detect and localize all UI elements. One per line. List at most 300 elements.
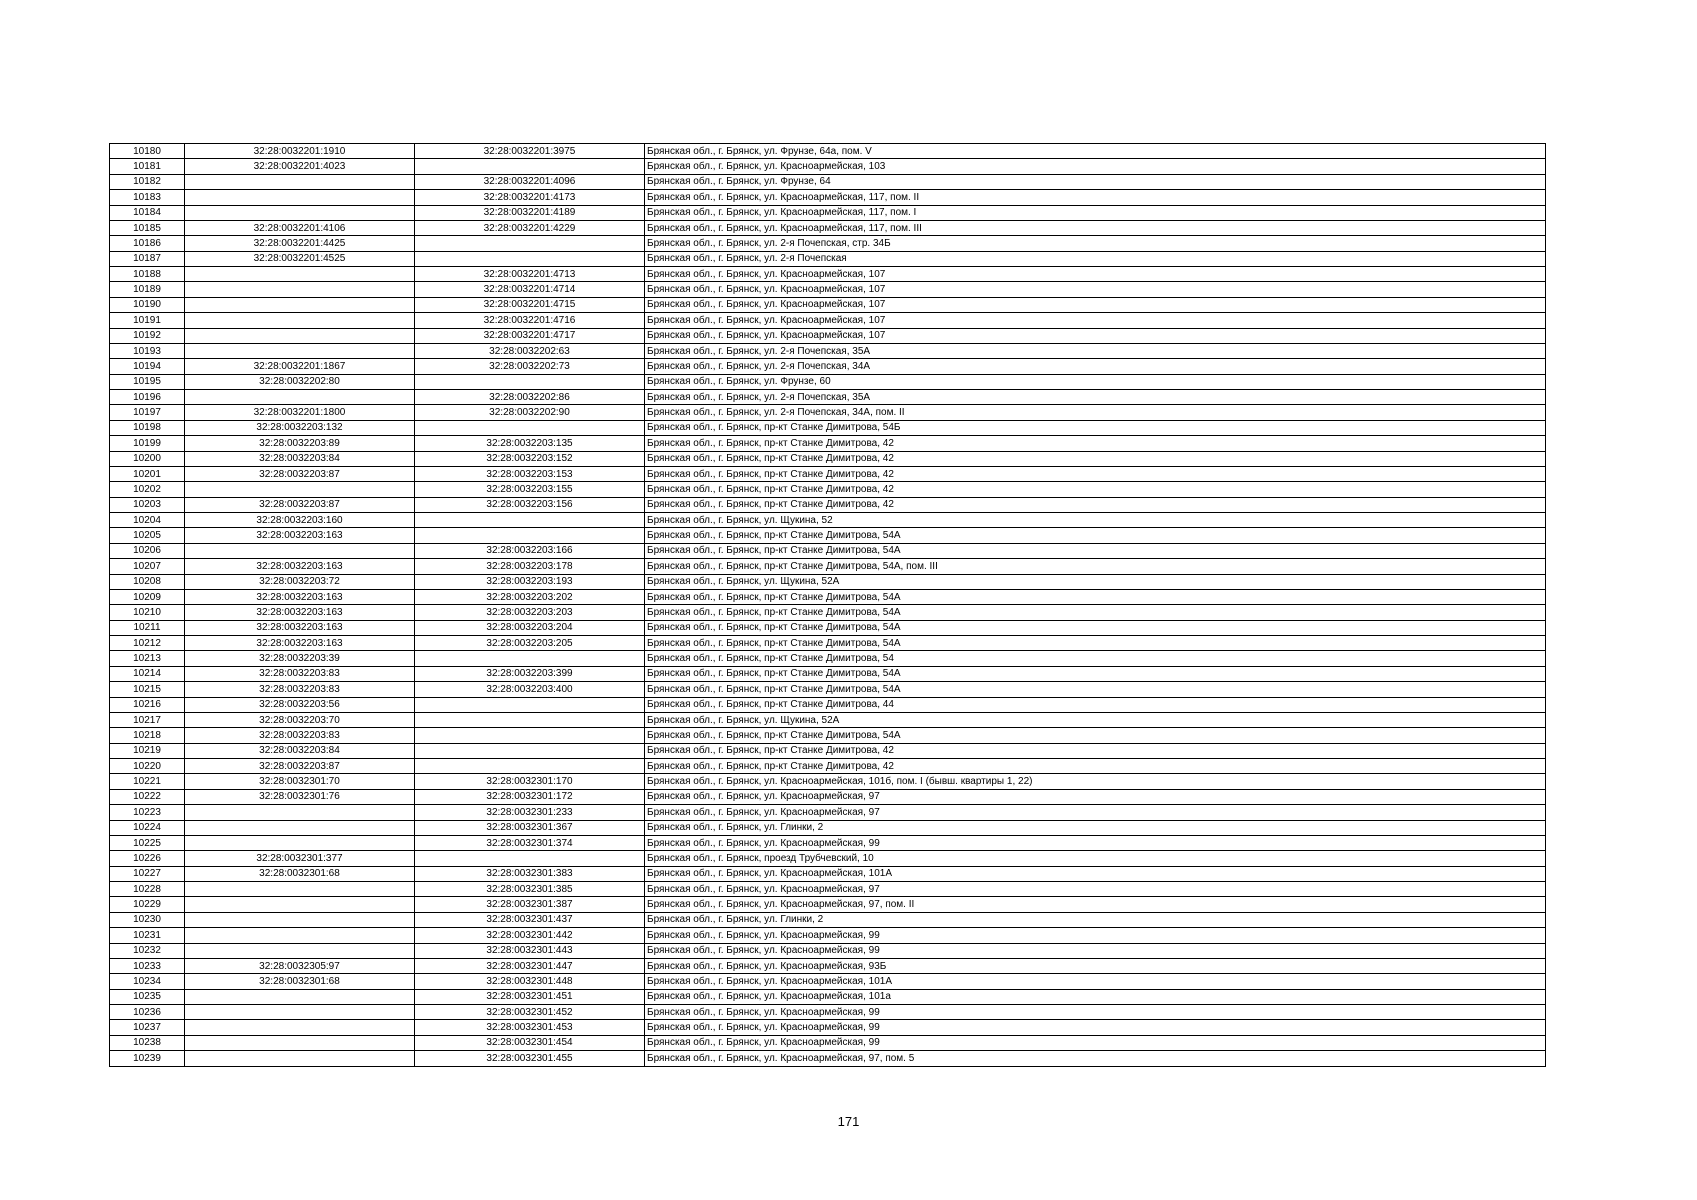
cadastral-number-cell: 32:28:0032203:163 — [185, 636, 415, 651]
object-cadastral-number-cell: 32:28:0032203:205 — [415, 636, 645, 651]
cadastral-number-cell — [185, 1005, 415, 1020]
cadastral-number-cell: 32:28:0032203:83 — [185, 728, 415, 743]
cadastral-number-cell: 32:28:0032203:39 — [185, 651, 415, 666]
cadastral-number-cell — [185, 820, 415, 835]
table-row — [110, 620, 1546, 635]
address-cell: Брянская обл., г. Брянск, ул. Глинки, 2 — [645, 912, 1546, 927]
row-number-cell: 10210 — [110, 605, 185, 620]
row-number-cell: 10188 — [110, 267, 185, 282]
object-cadastral-number-cell: 32:28:0032201:4173 — [415, 190, 645, 205]
row-number-cell: 10209 — [110, 589, 185, 604]
row-number-cell: 10186 — [110, 236, 185, 251]
cadastral-number-cell — [185, 282, 415, 297]
object-cadastral-number-cell: 32:28:0032301:437 — [415, 912, 645, 927]
table-row — [110, 451, 1546, 466]
table-row — [110, 605, 1546, 620]
row-number-cell: 10217 — [110, 712, 185, 727]
cadastral-number-cell: 32:28:0032203:163 — [185, 559, 415, 574]
row-number-cell: 10233 — [110, 958, 185, 973]
table-row — [110, 666, 1546, 681]
cadastral-number-cell: 32:28:0032301:68 — [185, 974, 415, 989]
address-cell: Брянская обл., г. Брянск, пр-кт Станке Димитрова, 54 — [645, 651, 1546, 666]
address-cell: Брянская обл., г. Брянск, ул. Красноармейская, 103 — [645, 159, 1546, 174]
cadastral-number-cell — [185, 267, 415, 282]
row-number-cell: 10204 — [110, 513, 185, 528]
table-row — [110, 866, 1546, 881]
cadastral-number-cell: 32:28:0032201:4023 — [185, 159, 415, 174]
cadastral-number-cell: 32:28:0032202:80 — [185, 374, 415, 389]
cadastral-number-cell: 32:28:0032201:4106 — [185, 220, 415, 235]
object-cadastral-number-cell: 32:28:0032201:3975 — [415, 144, 645, 159]
row-number-cell: 10218 — [110, 728, 185, 743]
cadastral-number-cell — [185, 190, 415, 205]
object-cadastral-number-cell: 32:28:0032301:374 — [415, 835, 645, 850]
row-number-cell: 10207 — [110, 559, 185, 574]
cadastral-number-cell — [185, 1051, 415, 1066]
object-cadastral-number-cell: 32:28:0032203:178 — [415, 559, 645, 574]
address-cell: Брянская обл., г. Брянск, пр-кт Станке Димитрова, 54А — [645, 728, 1546, 743]
row-number-cell: 10227 — [110, 866, 185, 881]
table-row — [110, 466, 1546, 481]
table-row — [110, 528, 1546, 543]
address-cell: Брянская обл., г. Брянск, ул. Красноармейская, 99 — [645, 1005, 1546, 1020]
address-cell: Брянская обл., г. Брянск, пр-кт Станке Димитрова, 54А, пом. III — [645, 559, 1546, 574]
row-number-cell: 10211 — [110, 620, 185, 635]
table-row — [110, 436, 1546, 451]
row-number-cell: 10232 — [110, 943, 185, 958]
row-number-cell: 10226 — [110, 851, 185, 866]
table-row — [110, 220, 1546, 235]
object-cadastral-number-cell: 32:28:0032201:4717 — [415, 328, 645, 343]
table-row — [110, 805, 1546, 820]
cadastral-number-cell — [185, 328, 415, 343]
cadastral-number-cell: 32:28:0032201:4425 — [185, 236, 415, 251]
object-cadastral-number-cell: 32:28:0032301:451 — [415, 989, 645, 1004]
address-cell: Брянская обл., г. Брянск, ул. Красноармейская, 101а — [645, 989, 1546, 1004]
page-number: 171 — [837, 1114, 860, 1129]
table-row — [110, 636, 1546, 651]
address-cell: Брянская обл., г. Брянск, ул. Красноармейская, 97, пом. II — [645, 897, 1546, 912]
address-cell: Брянская обл., г. Брянск, пр-кт Станке Димитрова, 42 — [645, 497, 1546, 512]
table-row — [110, 559, 1546, 574]
cadastral-number-cell: 32:28:0032201:4525 — [185, 251, 415, 266]
table-row — [110, 1035, 1546, 1050]
table-row — [110, 267, 1546, 282]
address-cell: Брянская обл., г. Брянск, ул. Красноармейская, 107 — [645, 282, 1546, 297]
cadastral-number-cell — [185, 1035, 415, 1050]
table-row — [110, 989, 1546, 1004]
object-cadastral-number-cell — [415, 528, 645, 543]
cadastral-number-cell: 32:28:0032203:89 — [185, 436, 415, 451]
address-cell: Брянская обл., г. Брянск, ул. Красноармейская, 97 — [645, 805, 1546, 820]
object-cadastral-number-cell: 32:28:0032301:452 — [415, 1005, 645, 1020]
object-cadastral-number-cell — [415, 697, 645, 712]
table-row — [110, 589, 1546, 604]
row-number-cell: 10214 — [110, 666, 185, 681]
object-cadastral-number-cell: 32:28:0032301:453 — [415, 1020, 645, 1035]
cadastral-number-cell: 32:28:0032301:68 — [185, 866, 415, 881]
cadastral-number-cell: 32:28:0032203:163 — [185, 620, 415, 635]
document-table — [109, 143, 1546, 1067]
cadastral-number-cell: 32:28:0032201:1867 — [185, 359, 415, 374]
row-number-cell: 10213 — [110, 651, 185, 666]
address-cell: Брянская обл., г. Брянск, ул. Красноармейская, 93Б — [645, 958, 1546, 973]
table-row — [110, 374, 1546, 389]
address-cell: Брянская обл., г. Брянск, пр-кт Станке Димитрова, 42 — [645, 466, 1546, 481]
table-row — [110, 897, 1546, 912]
row-number-cell: 10222 — [110, 789, 185, 804]
cadastral-number-cell: 32:28:0032203:84 — [185, 743, 415, 758]
object-cadastral-number-cell: 32:28:0032201:4715 — [415, 297, 645, 312]
cadastral-number-cell: 32:28:0032203:163 — [185, 528, 415, 543]
object-cadastral-number-cell: 32:28:0032202:90 — [415, 405, 645, 420]
address-cell: Брянская обл., г. Брянск, ул. Красноармейская, 107 — [645, 328, 1546, 343]
row-number-cell: 10235 — [110, 989, 185, 1004]
row-number-cell: 10220 — [110, 759, 185, 774]
object-cadastral-number-cell — [415, 374, 645, 389]
cadastral-number-cell: 32:28:0032201:1800 — [185, 405, 415, 420]
cadastral-number-cell — [185, 313, 415, 328]
address-cell: Брянская обл., г. Брянск, пр-кт Станке Димитрова, 54А — [645, 682, 1546, 697]
address-cell: Брянская обл., г. Брянск, ул. 2-я Почепская, 35А — [645, 390, 1546, 405]
row-number-cell: 10230 — [110, 912, 185, 927]
cadastral-number-cell — [185, 912, 415, 927]
table-row — [110, 958, 1546, 973]
object-cadastral-number-cell — [415, 651, 645, 666]
address-cell: Брянская обл., г. Брянск, ул. Красноармейская, 99 — [645, 835, 1546, 850]
address-cell: Брянская обл., г. Брянск, пр-кт Станке Димитрова, 54А — [645, 605, 1546, 620]
table-row — [110, 190, 1546, 205]
table-row — [110, 728, 1546, 743]
address-cell: Брянская обл., г. Брянск, ул. Красноармейская, 101А — [645, 974, 1546, 989]
object-cadastral-number-cell: 32:28:0032202:63 — [415, 343, 645, 358]
table-row — [110, 1051, 1546, 1066]
address-cell: Брянская обл., г. Брянск, проезд Трубчевский, 10 — [645, 851, 1546, 866]
table-row — [110, 851, 1546, 866]
row-number-cell: 10206 — [110, 543, 185, 558]
table-row — [110, 513, 1546, 528]
address-cell: Брянская обл., г. Брянск, пр-кт Станке Димитрова, 54А — [645, 589, 1546, 604]
object-cadastral-number-cell: 32:28:0032203:153 — [415, 466, 645, 481]
row-number-cell: 10195 — [110, 374, 185, 389]
table-row — [110, 497, 1546, 512]
table-row — [110, 943, 1546, 958]
address-cell: Брянская обл., г. Брянск, ул. 2-я Почепская, 34А — [645, 359, 1546, 374]
row-number-cell: 10225 — [110, 835, 185, 850]
table-row — [110, 482, 1546, 497]
object-cadastral-number-cell: 32:28:0032203:156 — [415, 497, 645, 512]
row-number-cell: 10212 — [110, 636, 185, 651]
cadastral-number-cell — [185, 390, 415, 405]
object-cadastral-number-cell: 32:28:0032301:447 — [415, 958, 645, 973]
cadastral-number-cell: 32:28:0032203:87 — [185, 497, 415, 512]
object-cadastral-number-cell: 32:28:0032301:383 — [415, 866, 645, 881]
table-row — [110, 912, 1546, 927]
table-row — [110, 390, 1546, 405]
table-row — [110, 405, 1546, 420]
row-number-cell: 10237 — [110, 1020, 185, 1035]
address-cell: Брянская обл., г. Брянск, ул. Красноармейская, 99 — [645, 928, 1546, 943]
table-row — [110, 789, 1546, 804]
cadastral-number-cell — [185, 928, 415, 943]
table-row — [110, 974, 1546, 989]
row-number-cell: 10228 — [110, 882, 185, 897]
cadastral-number-cell: 32:28:0032203:160 — [185, 513, 415, 528]
address-cell: Брянская обл., г. Брянск, ул. 2-я Почепская, 35А — [645, 343, 1546, 358]
address-cell: Брянская обл., г. Брянск, ул. Щукина, 52А — [645, 712, 1546, 727]
object-cadastral-number-cell — [415, 728, 645, 743]
address-cell: Брянская обл., г. Брянск, ул. Красноармейская, 107 — [645, 313, 1546, 328]
row-number-cell: 10239 — [110, 1051, 185, 1066]
object-cadastral-number-cell: 32:28:0032201:4716 — [415, 313, 645, 328]
object-cadastral-number-cell: 32:28:0032301:454 — [415, 1035, 645, 1050]
cadastral-number-cell — [185, 543, 415, 558]
object-cadastral-number-cell: 32:28:0032301:455 — [415, 1051, 645, 1066]
row-number-cell: 10182 — [110, 174, 185, 189]
address-cell: Брянская обл., г. Брянск, ул. Фрунзе, 64а, пом. V — [645, 144, 1546, 159]
table-row — [110, 205, 1546, 220]
address-cell: Брянская обл., г. Брянск, ул. Красноармейская, 97 — [645, 882, 1546, 897]
address-cell: Брянская обл., г. Брянск, ул. Красноармейская, 117, пом. I — [645, 205, 1546, 220]
cadastral-number-cell — [185, 989, 415, 1004]
row-number-cell: 10236 — [110, 1005, 185, 1020]
object-cadastral-number-cell: 32:28:0032201:4229 — [415, 220, 645, 235]
row-number-cell: 10187 — [110, 251, 185, 266]
object-cadastral-number-cell: 32:28:0032301:385 — [415, 882, 645, 897]
row-number-cell: 10203 — [110, 497, 185, 512]
address-cell: Брянская обл., г. Брянск, пр-кт Станке Димитрова, 42 — [645, 436, 1546, 451]
row-number-cell: 10221 — [110, 774, 185, 789]
table-row — [110, 343, 1546, 358]
row-number-cell: 10231 — [110, 928, 185, 943]
row-number-cell: 10238 — [110, 1035, 185, 1050]
address-cell: Брянская обл., г. Брянск, ул. Красноармейская, 99 — [645, 1035, 1546, 1050]
address-cell: Брянская обл., г. Брянск, ул. Красноармейская, 97, пом. 5 — [645, 1051, 1546, 1066]
object-cadastral-number-cell: 32:28:0032203:166 — [415, 543, 645, 558]
row-number-cell: 10201 — [110, 466, 185, 481]
object-cadastral-number-cell: 32:28:0032301:387 — [415, 897, 645, 912]
cadastral-number-cell: 32:28:0032203:83 — [185, 682, 415, 697]
cadastral-number-cell: 32:28:0032203:84 — [185, 451, 415, 466]
table-row — [110, 328, 1546, 343]
row-number-cell: 10234 — [110, 974, 185, 989]
row-number-cell: 10223 — [110, 805, 185, 820]
table-row — [110, 743, 1546, 758]
table-row — [110, 1005, 1546, 1020]
address-cell: Брянская обл., г. Брянск, ул. Красноармейская, 99 — [645, 1020, 1546, 1035]
row-number-cell: 10180 — [110, 144, 185, 159]
object-cadastral-number-cell: 32:28:0032301:442 — [415, 928, 645, 943]
object-cadastral-number-cell: 32:28:0032201:4714 — [415, 282, 645, 297]
row-number-cell: 10202 — [110, 482, 185, 497]
row-number-cell: 10183 — [110, 190, 185, 205]
table-row — [110, 697, 1546, 712]
object-cadastral-number-cell: 32:28:0032203:202 — [415, 589, 645, 604]
row-number-cell: 10199 — [110, 436, 185, 451]
object-cadastral-number-cell: 32:28:0032201:4713 — [415, 267, 645, 282]
object-cadastral-number-cell — [415, 712, 645, 727]
table-row — [110, 574, 1546, 589]
object-cadastral-number-cell — [415, 236, 645, 251]
address-cell: Брянская обл., г. Брянск, пр-кт Станке Димитрова, 44 — [645, 697, 1546, 712]
cadastral-number-cell — [185, 1020, 415, 1035]
cadastral-number-cell: 32:28:0032203:163 — [185, 589, 415, 604]
table-row — [110, 820, 1546, 835]
cadastral-number-cell: 32:28:0032203:163 — [185, 605, 415, 620]
address-cell: Брянская обл., г. Брянск, ул. Красноармейская, 99 — [645, 943, 1546, 958]
row-number-cell: 10219 — [110, 743, 185, 758]
table-row — [110, 144, 1546, 159]
address-cell: Брянская обл., г. Брянск, пр-кт Станке Димитрова, 54А — [645, 666, 1546, 681]
object-cadastral-number-cell: 32:28:0032201:4096 — [415, 174, 645, 189]
address-cell: Брянская обл., г. Брянск, пр-кт Станке Димитрова, 42 — [645, 743, 1546, 758]
row-number-cell: 10196 — [110, 390, 185, 405]
table-row — [110, 835, 1546, 850]
address-cell: Брянская обл., г. Брянск, ул. Красноармейская, 117, пом. III — [645, 220, 1546, 235]
object-cadastral-number-cell: 32:28:0032203:152 — [415, 451, 645, 466]
object-cadastral-number-cell — [415, 159, 645, 174]
object-cadastral-number-cell: 32:28:0032201:4189 — [415, 205, 645, 220]
object-cadastral-number-cell: 32:28:0032301:443 — [415, 943, 645, 958]
address-cell: Брянская обл., г. Брянск, пр-кт Станке Димитрова, 42 — [645, 759, 1546, 774]
address-cell: Брянская обл., г. Брянск, пр-кт Станке Димитрова, 54А — [645, 543, 1546, 558]
cadastral-number-cell: 32:28:0032301:76 — [185, 789, 415, 804]
row-number-cell: 10193 — [110, 343, 185, 358]
table-row — [110, 313, 1546, 328]
object-cadastral-number-cell — [415, 851, 645, 866]
cadastral-number-cell: 32:28:0032301:377 — [185, 851, 415, 866]
row-number-cell: 10198 — [110, 420, 185, 435]
address-cell: Брянская обл., г. Брянск, ул. Фрунзе, 64 — [645, 174, 1546, 189]
table-row — [110, 774, 1546, 789]
object-cadastral-number-cell: 32:28:0032301:367 — [415, 820, 645, 835]
row-number-cell: 10185 — [110, 220, 185, 235]
address-cell: Брянская обл., г. Брянск, ул. Красноармейская, 101А — [645, 866, 1546, 881]
cadastral-number-cell — [185, 897, 415, 912]
address-cell: Брянская обл., г. Брянск, ул. Красноармейская, 97 — [645, 789, 1546, 804]
cadastral-number-cell: 32:28:0032203:83 — [185, 666, 415, 681]
row-number-cell: 10191 — [110, 313, 185, 328]
object-cadastral-number-cell: 32:28:0032301:170 — [415, 774, 645, 789]
row-number-cell: 10205 — [110, 528, 185, 543]
row-number-cell: 10184 — [110, 205, 185, 220]
table-row — [110, 682, 1546, 697]
object-cadastral-number-cell — [415, 420, 645, 435]
cadastral-number-cell: 32:28:0032301:70 — [185, 774, 415, 789]
row-number-cell: 10200 — [110, 451, 185, 466]
cadastral-number-cell — [185, 174, 415, 189]
cadastral-number-cell — [185, 297, 415, 312]
object-cadastral-number-cell: 32:28:0032203:399 — [415, 666, 645, 681]
address-cell: Брянская обл., г. Брянск, ул. Красноармейская, 101б, пом. I (бывш. квартиры 1, 22) — [645, 774, 1546, 789]
cadastral-number-cell: 32:28:0032203:87 — [185, 759, 415, 774]
object-cadastral-number-cell: 32:28:0032301:172 — [415, 789, 645, 804]
object-cadastral-number-cell: 32:28:0032203:193 — [415, 574, 645, 589]
row-number-cell: 10208 — [110, 574, 185, 589]
address-cell: Брянская обл., г. Брянск, ул. Щукина, 52 — [645, 513, 1546, 528]
object-cadastral-number-cell: 32:28:0032203:400 — [415, 682, 645, 697]
address-cell: Брянская обл., г. Брянск, ул. Щукина, 52А — [645, 574, 1546, 589]
table-row — [110, 928, 1546, 943]
object-cadastral-number-cell: 32:28:0032203:204 — [415, 620, 645, 635]
table-row — [110, 651, 1546, 666]
address-cell: Брянская обл., г. Брянск, пр-кт Станке Димитрова, 42 — [645, 451, 1546, 466]
cadastral-number-cell — [185, 882, 415, 897]
table-row — [110, 251, 1546, 266]
address-cell: Брянская обл., г. Брянск, ул. Красноармейская, 117, пом. II — [645, 190, 1546, 205]
table-row — [110, 236, 1546, 251]
row-number-cell: 10197 — [110, 405, 185, 420]
cadastral-number-cell: 32:28:0032203:72 — [185, 574, 415, 589]
table-row — [110, 282, 1546, 297]
row-number-cell: 10194 — [110, 359, 185, 374]
table-row — [110, 174, 1546, 189]
cadastral-number-cell: 32:28:0032201:1910 — [185, 144, 415, 159]
cadastral-number-cell: 32:28:0032203:56 — [185, 697, 415, 712]
object-cadastral-number-cell: 32:28:0032301:233 — [415, 805, 645, 820]
object-cadastral-number-cell: 32:28:0032203:203 — [415, 605, 645, 620]
address-cell: Брянская обл., г. Брянск, ул. Глинки, 2 — [645, 820, 1546, 835]
cadastral-number-cell — [185, 205, 415, 220]
address-cell: Брянская обл., г. Брянск, пр-кт Станке Димитрова, 54А — [645, 620, 1546, 635]
cadastral-number-cell — [185, 343, 415, 358]
row-number-cell: 10216 — [110, 697, 185, 712]
cadastral-number-cell — [185, 943, 415, 958]
address-cell: Брянская обл., г. Брянск, ул. 2-я Почепская, стр. 34Б — [645, 236, 1546, 251]
address-cell: Брянская обл., г. Брянск, пр-кт Станке Димитрова, 42 — [645, 482, 1546, 497]
cadastral-number-cell: 32:28:0032203:70 — [185, 712, 415, 727]
cadastral-number-cell: 32:28:0032203:87 — [185, 466, 415, 481]
object-cadastral-number-cell — [415, 743, 645, 758]
cadastral-number-cell — [185, 482, 415, 497]
table-body — [110, 144, 1546, 1067]
object-cadastral-number-cell: 32:28:0032301:448 — [415, 974, 645, 989]
table-row — [110, 420, 1546, 435]
address-cell: Брянская обл., г. Брянск, ул. Красноармейская, 107 — [645, 267, 1546, 282]
object-cadastral-number-cell — [415, 513, 645, 528]
address-cell: Брянская обл., г. Брянск, ул. Красноармейская, 107 — [645, 297, 1546, 312]
table-row — [110, 1020, 1546, 1035]
address-cell: Брянская обл., г. Брянск, пр-кт Станке Димитрова, 54Б — [645, 420, 1546, 435]
row-number-cell: 10229 — [110, 897, 185, 912]
row-number-cell: 10224 — [110, 820, 185, 835]
table-row — [110, 712, 1546, 727]
cadastral-number-cell — [185, 805, 415, 820]
row-number-cell: 10192 — [110, 328, 185, 343]
table-row — [110, 159, 1546, 174]
address-cell: Брянская обл., г. Брянск, ул. 2-я Почепская — [645, 251, 1546, 266]
row-number-cell: 10190 — [110, 297, 185, 312]
object-cadastral-number-cell — [415, 759, 645, 774]
cadastral-number-cell: 32:28:0032203:132 — [185, 420, 415, 435]
row-number-cell: 10215 — [110, 682, 185, 697]
object-cadastral-number-cell: 32:28:0032202:73 — [415, 359, 645, 374]
object-cadastral-number-cell: 32:28:0032203:135 — [415, 436, 645, 451]
table-row — [110, 359, 1546, 374]
table-row — [110, 882, 1546, 897]
address-cell: Брянская обл., г. Брянск, пр-кт Станке Димитрова, 54А — [645, 528, 1546, 543]
object-cadastral-number-cell — [415, 251, 645, 266]
object-cadastral-number-cell: 32:28:0032203:155 — [415, 482, 645, 497]
address-cell: Брянская обл., г. Брянск, ул. 2-я Почепская, 34А, пом. II — [645, 405, 1546, 420]
row-number-cell: 10181 — [110, 159, 185, 174]
table-row — [110, 297, 1546, 312]
table-row — [110, 543, 1546, 558]
address-cell: Брянская обл., г. Брянск, пр-кт Станке Димитрова, 54А — [645, 636, 1546, 651]
row-number-cell: 10189 — [110, 282, 185, 297]
table-row — [110, 759, 1546, 774]
address-cell: Брянская обл., г. Брянск, ул. Фрунзе, 60 — [645, 374, 1546, 389]
